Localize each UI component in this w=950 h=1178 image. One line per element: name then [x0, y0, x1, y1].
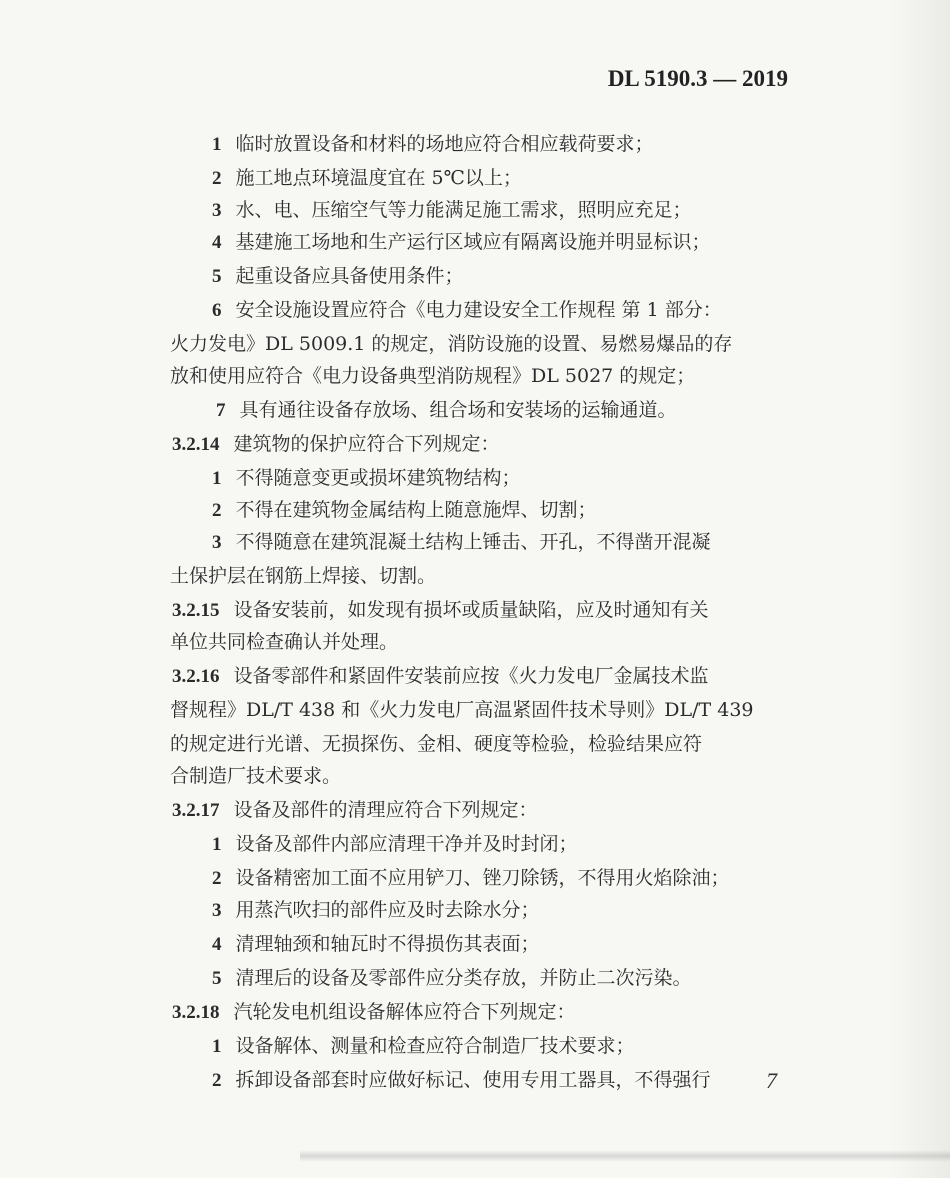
text-line: [172, 598, 709, 623]
text-line: [170, 630, 398, 654]
line-text: 放和使用应符合《电力设备典型消防规程》DL 5027 的规定；: [170, 365, 696, 387]
text-line: [170, 332, 732, 356]
line-text: 不得随意在建筑混凝土结构上锤击、开孔，不得凿开混凝: [235, 531, 711, 553]
item-number: 6: [212, 300, 222, 321]
line-text: 合制造厂技术要求。: [170, 765, 342, 787]
line-text: 用蒸汽吹扫的部件应及时去除水分；: [235, 899, 540, 921]
text-line: [212, 898, 540, 923]
item-number: 1: [212, 134, 222, 155]
text-line: [212, 230, 711, 255]
line-text: 清理后的设备及零部件应分类存放，并防止二次污染。: [235, 967, 692, 989]
line-text: 基建施工场地和生产运行区域应有隔离设施并明显标识；: [235, 231, 711, 253]
clause-number: 3.2.16: [172, 666, 220, 687]
text-line: [212, 866, 730, 891]
line-text: 建筑物的保护应符合下列规定：: [233, 433, 500, 455]
text-line: [170, 364, 695, 388]
clause-number: 3.2.14: [172, 434, 220, 455]
line-text: 汽轮发电机组设备解体应符合下列规定：: [233, 1001, 576, 1023]
text-line: [212, 198, 692, 223]
text-line: [172, 798, 538, 823]
text-line: [212, 932, 540, 957]
line-text: 土保护层在钢筋上焊接、切割。: [170, 565, 437, 587]
line-text: 单位共同检查确认并处理。: [170, 631, 399, 653]
text-line: [212, 264, 464, 289]
line-text: 安全设施设置应符合《电力建设安全工作规程 第 1 部分：: [235, 299, 722, 321]
text-line: [212, 498, 597, 523]
line-text: 督规程》DL/T 438 和《火力发电厂高温紧固件技术导则》DL/T 439: [170, 699, 754, 721]
item-number: 7: [216, 400, 226, 421]
line-text: 临时放置设备和材料的场地应符合相应载荷要求；: [235, 133, 654, 155]
line-text: 水、电、压缩空气等力能满足施工需求，照明应充足；: [235, 199, 692, 221]
text-line: [212, 832, 578, 857]
line-text: 设备及部件的清理应符合下列规定：: [233, 799, 538, 821]
text-line: [172, 432, 500, 457]
item-number: 4: [212, 232, 222, 253]
text-line: [212, 1034, 635, 1059]
clause-number: 3.2.17: [172, 800, 220, 821]
line-text: 设备零部件和紧固件安装前应按《火力发电厂金属技术监: [233, 665, 709, 687]
item-number: 1: [212, 834, 222, 855]
item-number: 3: [212, 532, 222, 553]
line-text: 不得随意变更或损坏建筑物结构；: [235, 467, 521, 489]
text-line: [212, 298, 722, 323]
item-number: 5: [212, 968, 222, 989]
text-line: [170, 698, 754, 722]
line-text: 不得在建筑物金属结构上随意施焊、切割；: [235, 499, 597, 521]
line-text: 设备解体、测量和检查应符合制造厂技术要求；: [235, 1035, 635, 1057]
text-line: [212, 530, 711, 555]
text-line: [170, 564, 436, 588]
text-line: [172, 1000, 576, 1025]
text-line: [212, 1068, 711, 1093]
line-text: 具有通往设备存放场、组合场和安装场的运输通道。: [239, 399, 677, 421]
item-number: 2: [212, 168, 222, 189]
item-number: 3: [212, 900, 222, 921]
page-bottom-shadow: [300, 1150, 950, 1162]
item-number: 5: [212, 266, 222, 287]
text-line: [212, 166, 522, 191]
text-line: [216, 398, 677, 423]
item-number: 1: [212, 468, 222, 489]
line-text: 设备精密加工面不应用铲刀、锉刀除锈，不得用火焰除油；: [235, 867, 730, 889]
page-number: 7: [766, 1068, 777, 1093]
item-number: 1: [212, 1036, 222, 1057]
text-line: [212, 966, 692, 991]
item-number: 4: [212, 934, 222, 955]
clause-number: 3.2.15: [172, 600, 220, 621]
line-text: 拆卸设备部套时应做好标记、使用专用工器具，不得强行: [235, 1069, 711, 1091]
page-edge-shading: [890, 0, 950, 1178]
text-line: [212, 466, 521, 491]
text-line: [170, 764, 341, 788]
text-line: [172, 664, 709, 689]
item-number: 2: [212, 1070, 222, 1091]
line-text: 火力发电》DL 5009.1 的规定，消防设施的设置、易燃易爆品的存: [170, 333, 733, 355]
item-number: 2: [212, 500, 222, 521]
item-number: 2: [212, 868, 222, 889]
line-text: 设备及部件内部应清理干净并及时封闭；: [235, 833, 578, 855]
text-line: [212, 132, 654, 157]
text-line: [170, 732, 702, 756]
line-text: 起重设备应具备使用条件；: [235, 265, 464, 287]
line-text: 的规定进行光谱、无损探伤、金相、硬度等检验，检验结果应符: [170, 733, 703, 755]
item-number: 3: [212, 200, 222, 221]
line-text: 清理轴颈和轴瓦时不得损伤其表面；: [235, 933, 540, 955]
document-code-header: DL 5190.3 — 2019: [607, 66, 788, 91]
clause-number: 3.2.18: [172, 1002, 220, 1023]
line-text: 施工地点环境温度宜在 5℃以上；: [235, 167, 522, 189]
line-text: 设备安装前，如发现有损坏或质量缺陷，应及时通知有关: [233, 599, 709, 621]
